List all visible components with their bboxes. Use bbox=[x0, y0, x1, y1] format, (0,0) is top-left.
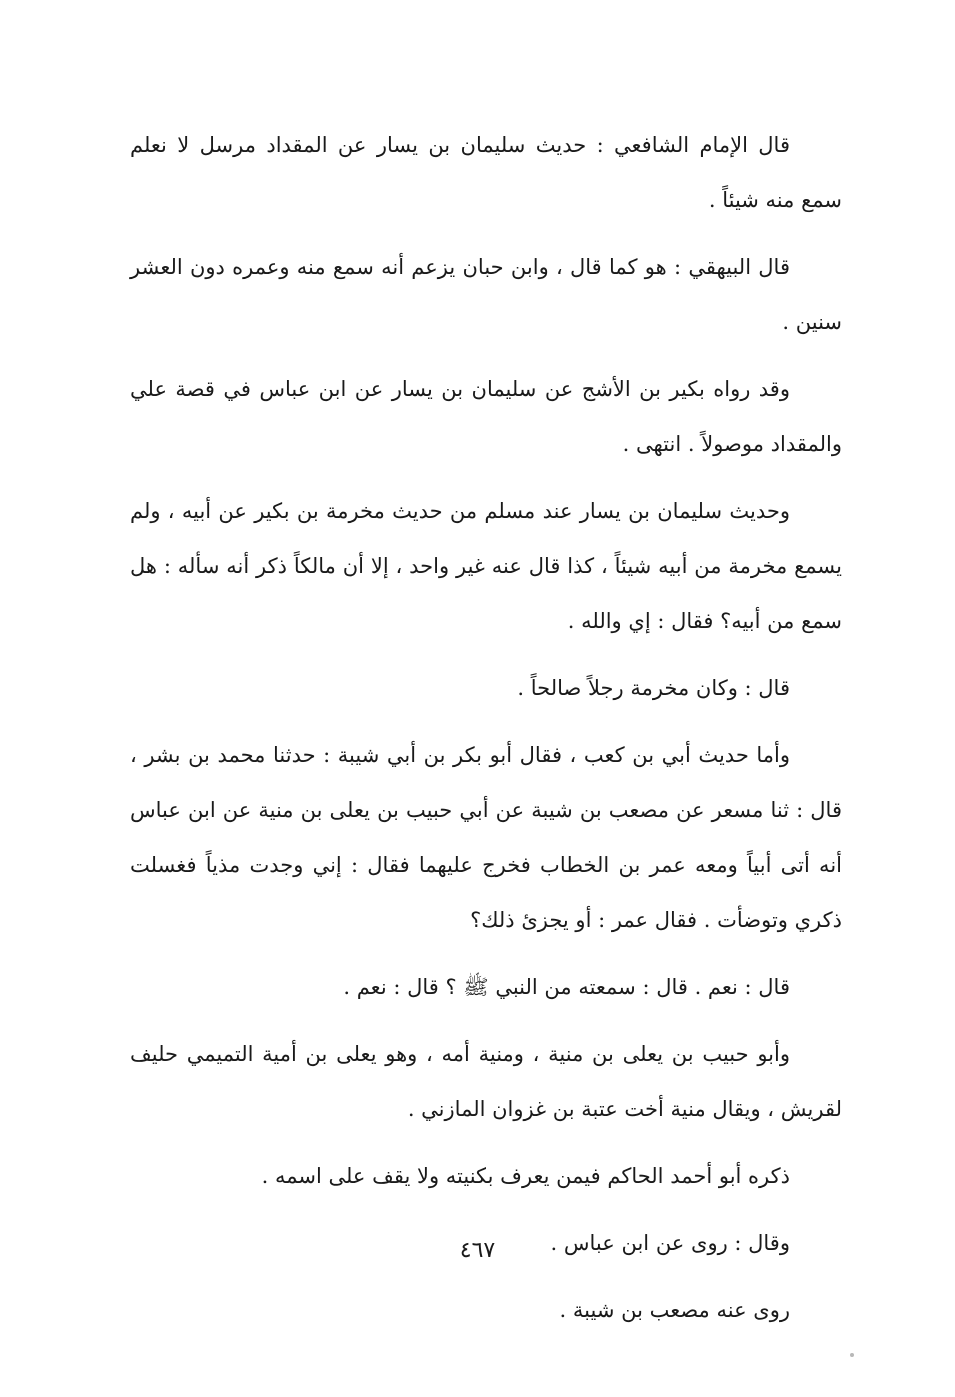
scan-speck bbox=[850, 1353, 854, 1357]
page-number: ٤٦٧ bbox=[459, 1238, 496, 1263]
paragraph-shafii: قال الإمام الشافعي : حديث سليمان بن يسار عن المقداد مرسل لا نعلم سمع منه شيئاً . bbox=[130, 133, 842, 212]
paragraph-bayhaqi: قال البيهقي : هو كما قال ، وابن حبان يزعم أنه سمع منه وعمره دون العشر سنين . bbox=[130, 255, 842, 334]
page-body bbox=[130, 118, 842, 1350]
paragraph-muslim: وحديث سليمان بن يسار عند مسلم من حديث مخرمة بن بكير عن أبيه ، ولم يسمع مخرمة من أبيه شيئاً ، كذا قال عنه غير واحد ، إلا أن مالكاً ذكر أنه سأله : هل سمع من أبيه؟ فقال : إي والله . bbox=[130, 499, 842, 633]
paragraph-abu-habib: وأبو حبيب بن يعلى بن منية ، ومنية أمه ، وهو يعلى بن أمية التميمي حليف لقريش ، ويقال منية أخت عتبة بن غزوان المازني . bbox=[130, 1042, 842, 1121]
paragraph-makhrama: قال : وكان مخرمة رجلاً صالحاً . bbox=[517, 676, 790, 700]
paragraph-hakim: ذكره أبو أحمد الحاكم فيمن يعرف بكنيته ولا يقف على اسمه . bbox=[261, 1164, 790, 1188]
paragraph-bukayr: وقد رواه بكير بن الأشج عن سليمان بن يسار عن ابن عباس في قصة علي والمقداد موصولاً . انتهى . bbox=[130, 377, 842, 456]
paragraph-rawa-anhu: روى عنه مصعب بن شيبة . bbox=[559, 1298, 790, 1322]
paragraph-naam: قال : نعم . قال : سمعته من النبي ﷺ ؟ قال : نعم . bbox=[343, 975, 790, 999]
paragraph-ubayy: وأما حديث أبي بن كعب ، فقال أبو بكر بن أبي شيبة : حدثنا محمد بن بشر ، قال : ثنا مسعر عن مصعب بن شيبة عن أبي حبيب بن يعلى بن منية عن ابن عباس أنه أتى أبياً ومعه عمر بن الخطاب فخرج عليهما فقال : إني وجدت مذياً فغسلت ذكري وتوضأت . فقال عمر : أو يجزئ ذلك؟ bbox=[130, 743, 842, 932]
paragraph-rawa-an: وقال : روى عن ابن عباس . bbox=[550, 1231, 790, 1255]
